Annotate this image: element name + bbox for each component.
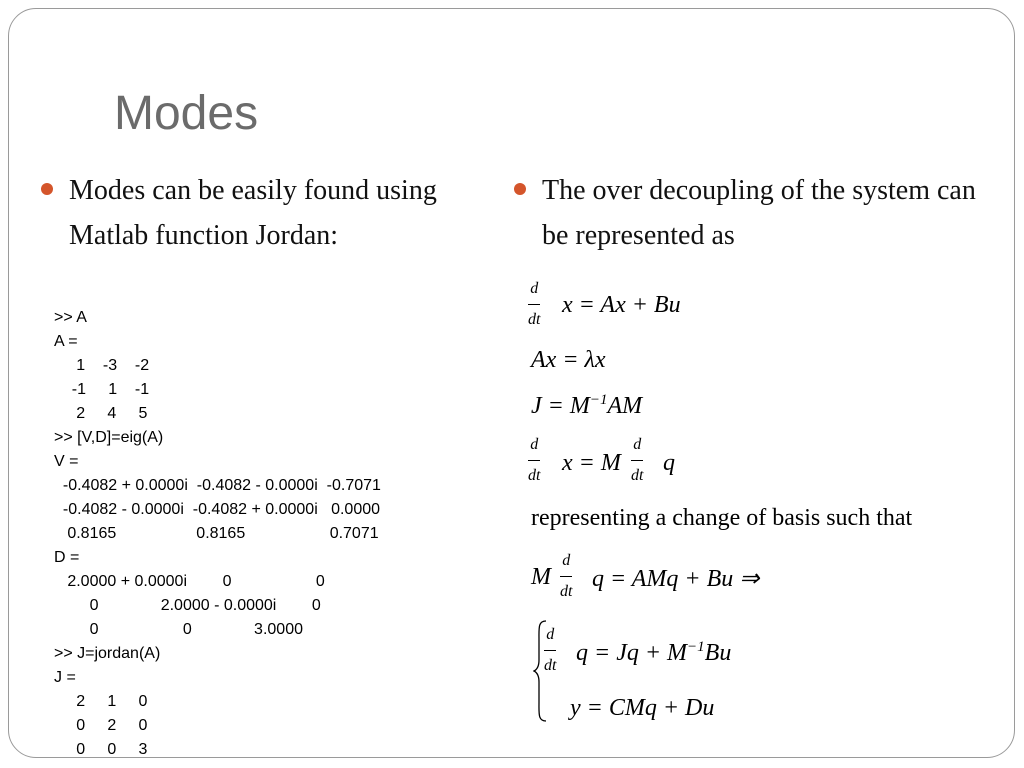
- frac-numerator: d: [631, 430, 643, 461]
- frac-denominator: dt: [528, 311, 541, 328]
- equation-5-rhs: q = AMq + Bu ⇒: [592, 566, 760, 592]
- code-line: -0.4082 + 0.0000i -0.4082 - 0.0000i -0.7071: [62, 477, 381, 494]
- equation-1: x = Ax + Bu: [562, 292, 681, 318]
- code-line: V =: [54, 453, 79, 470]
- code-line: >> J=jordan(A): [54, 645, 161, 662]
- equation-5-lhs: M: [531, 564, 551, 590]
- equation-2: Ax = λx: [531, 347, 606, 373]
- code-line: -0.4082 - 0.0000i -0.4082 + 0.0000i 0.0000: [62, 501, 381, 518]
- eq6-part1: q = Jq + M: [576, 640, 688, 666]
- code-line: 2 4 5: [76, 405, 148, 422]
- code-line: 2 1 0: [76, 693, 148, 710]
- eq6-part2: Bu: [704, 640, 732, 666]
- frac-denominator: dt: [528, 467, 541, 484]
- eq6-superscript: −1: [687, 639, 705, 655]
- matlab-output: [54, 306, 381, 762]
- equation-7: y = CMq + Du: [570, 695, 715, 721]
- code-line: 0 0 3: [54, 741, 148, 758]
- code-line: J =: [54, 669, 76, 686]
- code-line: 0 2 0: [76, 717, 148, 734]
- code-line: 0 2.0000 - 0.0000i 0: [89, 597, 321, 614]
- frac-denominator: dt: [560, 583, 573, 600]
- equation-4-mid: x = M: [562, 450, 621, 476]
- frac-numerator: d: [528, 430, 540, 461]
- equation-3: [531, 392, 642, 420]
- code-line: D =: [54, 549, 80, 566]
- frac-numerator: d: [528, 274, 540, 305]
- code-line: -1 1 -1: [71, 381, 150, 398]
- slide-title: Modes: [114, 87, 259, 140]
- frac-denominator: dt: [631, 467, 644, 484]
- derivative-fraction: [544, 620, 556, 681]
- derivative-fraction: [631, 430, 643, 491]
- bullet-dot-icon: [514, 183, 526, 195]
- frac-numerator: d: [544, 620, 556, 651]
- code-line: 0.8165 0.8165 0.7071: [67, 525, 379, 542]
- bullet-dot-icon: [41, 183, 53, 195]
- eq3-right: AM: [607, 393, 643, 419]
- code-line: 1 -3 -2: [76, 357, 150, 374]
- right-bullet: [542, 168, 982, 258]
- code-line: 2.0000 + 0.0000i 0 0: [67, 573, 325, 590]
- derivative-fraction: [528, 430, 540, 491]
- code-line: 0 0 3.0000: [89, 621, 303, 638]
- frac-denominator: dt: [544, 657, 557, 674]
- derivative-fraction: [528, 274, 540, 335]
- frac-numerator: d: [560, 546, 572, 577]
- left-bullet: [69, 168, 449, 258]
- equation-4-rhs: q: [663, 450, 675, 476]
- right-bullet-text: The over decoupling of the system can be represented as: [542, 175, 976, 251]
- basis-change-text: representing a change of basis such that: [531, 505, 913, 531]
- eq3-superscript: −1: [589, 392, 608, 408]
- code-line: >> [V,D]=eig(A): [54, 429, 164, 446]
- left-bullet-text: Modes can be easily found using Matlab function Jordan:: [69, 175, 437, 251]
- code-line: >> A: [54, 309, 87, 326]
- code-line: A =: [54, 333, 78, 350]
- eq3-left: J = M: [531, 393, 590, 419]
- equation-6: [576, 639, 731, 667]
- derivative-fraction: [560, 546, 572, 607]
